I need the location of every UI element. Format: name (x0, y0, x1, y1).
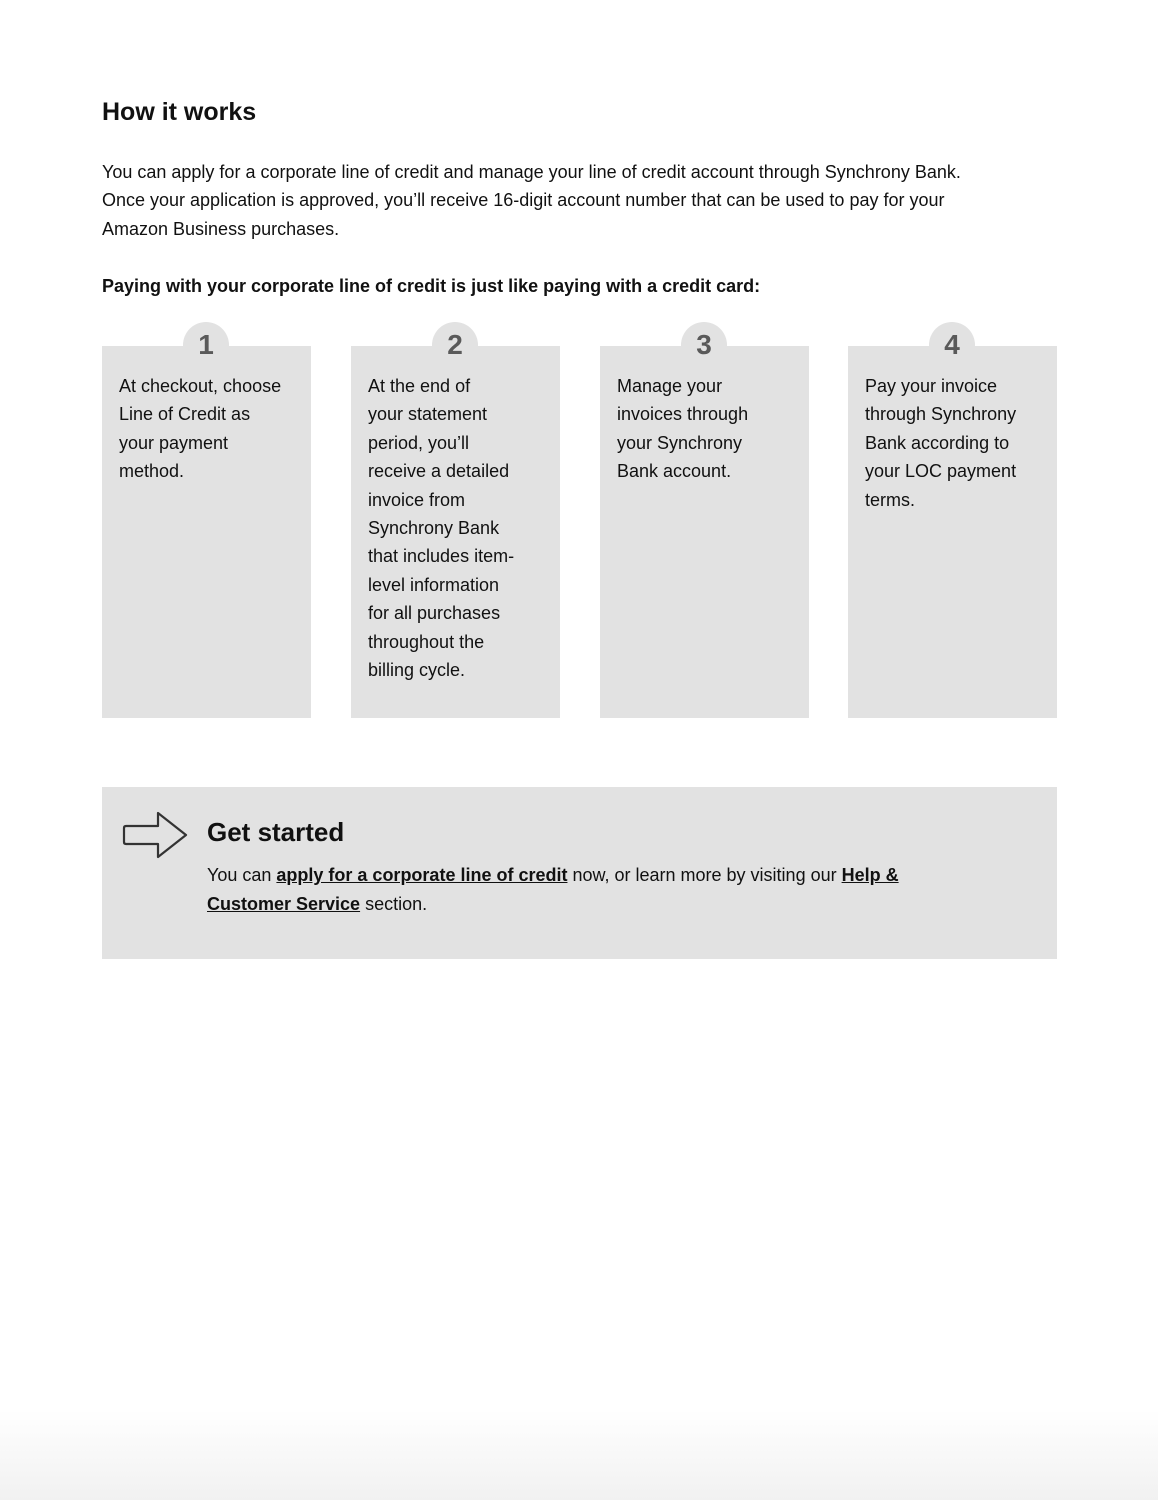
step-text-line: At the end of (368, 376, 471, 396)
step-text-line: your Synchrony (617, 432, 743, 453)
step-description (368, 372, 514, 684)
step-text-line: At checkout, choose (119, 376, 282, 396)
cta-text: section. (360, 894, 428, 914)
step-text-line: terms. (865, 489, 916, 510)
page-bottom-shadow (0, 1410, 1158, 1500)
cta-text-line (207, 861, 899, 890)
cta-text: You can (207, 865, 277, 885)
get-started-title: Get started (207, 817, 345, 847)
arrow-right-icon (122, 805, 192, 865)
step-number-badge: 3 (681, 322, 727, 368)
step-text-line: your statement (368, 404, 488, 425)
step-text-line: your LOC payment (865, 461, 1017, 482)
step-text-line: Pay your invoice (865, 376, 998, 396)
step-text-line: Bank account. (617, 461, 732, 482)
step-text-line: period, you’ll (368, 432, 470, 453)
intro-line: Amazon Business purchases. (102, 218, 340, 239)
help-customer-service-link[interactable]: Help & (841, 865, 899, 885)
step-number-badge: 1 (183, 322, 229, 368)
step-text-line: level information (368, 574, 500, 595)
step-text-line: Manage your (617, 376, 723, 396)
step-text-line: billing cycle. (368, 660, 466, 681)
step-description (119, 372, 281, 486)
cta-text-line (207, 890, 899, 919)
page-title: How it works (102, 98, 257, 126)
step-text-line: that includes item- (368, 546, 515, 567)
step-description (865, 372, 1016, 514)
cta-text: now, or learn more by visiting our (567, 865, 842, 885)
step-text-line: for all purchases (368, 603, 501, 624)
help-customer-service-link[interactable]: Customer Service (207, 894, 361, 914)
intro-line: You can apply for a corporate line of credit and manage your line of credit account through Synchrony Bank. (102, 162, 961, 182)
step-text-line: Line of Credit as (119, 404, 251, 425)
step-card-3 (600, 329, 809, 718)
step-text-line: Bank according to (865, 432, 1010, 453)
steps-subheading: Paying with your corporate line of credit is just like paying with a credit card: (102, 276, 761, 296)
step-card-1 (102, 329, 311, 718)
step-text-line: receive a detailed (368, 461, 510, 482)
step-text-line: through Synchrony (865, 404, 1017, 425)
intro-line: Once your application is approved, you’ll receive 16-digit account number that can be used to pay for your (102, 190, 945, 211)
step-card-2 (351, 329, 560, 718)
step-card-4 (848, 329, 1057, 718)
step-number-badge: 2 (432, 322, 478, 368)
step-text-line: Synchrony Bank (368, 518, 500, 539)
step-description (617, 372, 748, 486)
get-started-callout (102, 787, 1057, 959)
step-text-line: method. (119, 461, 185, 482)
step-text-line: invoice from (368, 489, 466, 510)
step-text-line: invoices through (617, 404, 749, 425)
intro-paragraph (102, 158, 1052, 243)
step-text-line: your payment (119, 432, 229, 453)
get-started-text (207, 861, 899, 919)
step-text-line: throughout the (368, 631, 485, 652)
apply-credit-link[interactable]: apply for a corporate line of credit (276, 865, 568, 885)
step-number-badge: 4 (929, 322, 975, 368)
